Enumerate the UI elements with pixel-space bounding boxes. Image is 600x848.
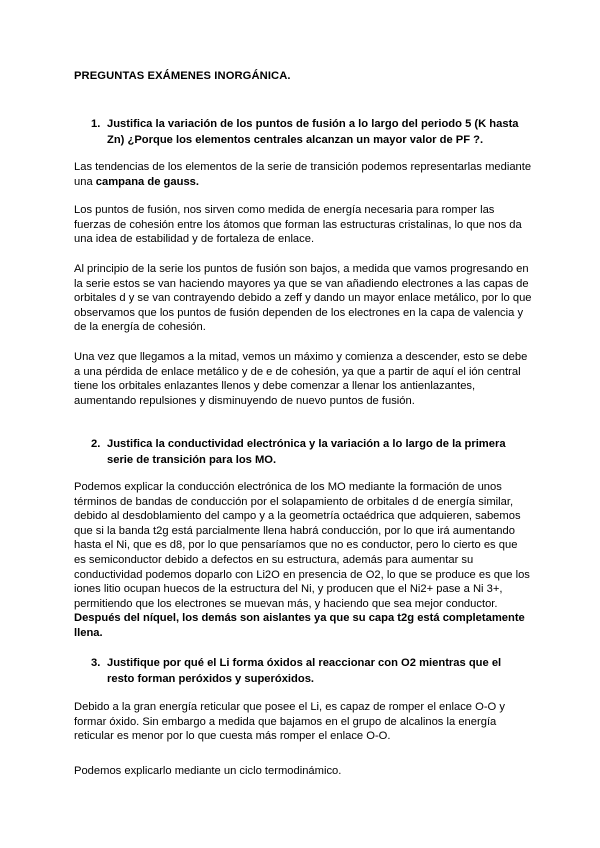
question-1-heading	[91, 117, 523, 148]
answer-1-paragraph-3: Una vez que llegamos a la mitad, vemos un máximo y comienza a descender, esto se debe a una pérdida de enlace metálico y de e de cohesión, ya que a partir de aquí el ión central tiene los orbitales enlazantes llenos y debe comenzar a llenar los antienlazantes, aumentando repulsiones y disminuyendo de nuevo puntos de fusión.	[74, 351, 528, 407]
answer-1-intro-text: Las tendencias de los elementos de la serie de transición podemos representarlas mediante una	[74, 161, 532, 188]
answer-3-paragraph-1: Debido a la gran energía reticular que posee el Li, es capaz de romper el enlace O-O y formar óxido. Sin embargo a medida que bajamos en el grupo de alcalinos la energía reticular es menor por lo que cuesta más romper el enlace O-O.	[74, 701, 505, 743]
document-title: PREGUNTAS EXÁMENES INORGÁNICA.	[74, 70, 291, 82]
answer-1-paragraph-1: Los puntos de fusión, nos sirven como medida de energía necesaria para romper las fuerzas de cohesión entre los átomos que forman las estructuras cristalinas, lo que nos da una idea de estabilidad y de fortaleza de enlace.	[74, 204, 522, 246]
answer-1-intro-bold: campana de gauss.	[95, 175, 199, 188]
question-3-heading	[91, 656, 523, 687]
question-text: Justifica la variación de los puntos de fusión a lo largo del periodo 5 (K hasta Zn) ¿Porque los elementos centrales alcanzan un mayor valor de PF ?.	[107, 118, 519, 146]
answer-2-text: Podemos explicar la conducción electrónica de los MO mediante la formación de unos términos de bandas de conducción por el solapamiento de orbitales d de energía similar, debido al desdoblamiento del campo y a la geometría octaédrica que adquieren, sabemos que si la banda t2g está parcialmente llena habrá conducción, por lo que irá aumentando hasta el Ni, que es d8, por lo que pensaríamos que no es conductor, pero lo cierto es que es semiconductor debido a defectos en su estructura, además para aumentar su conductividad podemos doparlo con Li2O en presencia de O2, lo que se produce es que los iones litio ocupan huecos de la estructura del Ni, y producen que el Ni2+ pase a Ni 3+, permitiendo que los electrones se muevan más, y haciendo que sea mejor conductor.	[74, 481, 530, 610]
answer-1-paragraph-2: Al principio de la serie los puntos de fusión son bajos, a medida que vamos progresando en la serie estos se van haciendo mayores ya que se van añadiendo electrones a las capas de orbitales d y se van contrayendo debido a zeff y dando un mayor enlace metálico, por lo que observamos que los puntos de fusión dependen de los electrones en la capa de valencia y de la energía de cohesión.	[74, 263, 532, 334]
question-number: 2.	[91, 438, 101, 450]
question-text: Justifique por qué el Li forma óxidos al reaccionar con O2 mientras que el resto forman peróxidos y superóxidos.	[107, 657, 502, 685]
question-number: 1.	[91, 118, 101, 130]
question-2-heading	[91, 437, 523, 468]
answer-3-paragraph-2: Podemos explicarlo mediante un ciclo termodinámico.	[74, 765, 342, 777]
question-text: Justifica la conductividad electrónica y la variación a lo largo de la primera serie de transición para los MO.	[107, 438, 506, 466]
answer-1-intro	[74, 160, 532, 189]
question-number: 3.	[91, 657, 101, 669]
answer-2-paragraph	[74, 480, 532, 641]
answer-2-bold: Después del níquel, los demás son aislantes ya que su capa t2g está completamente llena.	[74, 612, 525, 639]
